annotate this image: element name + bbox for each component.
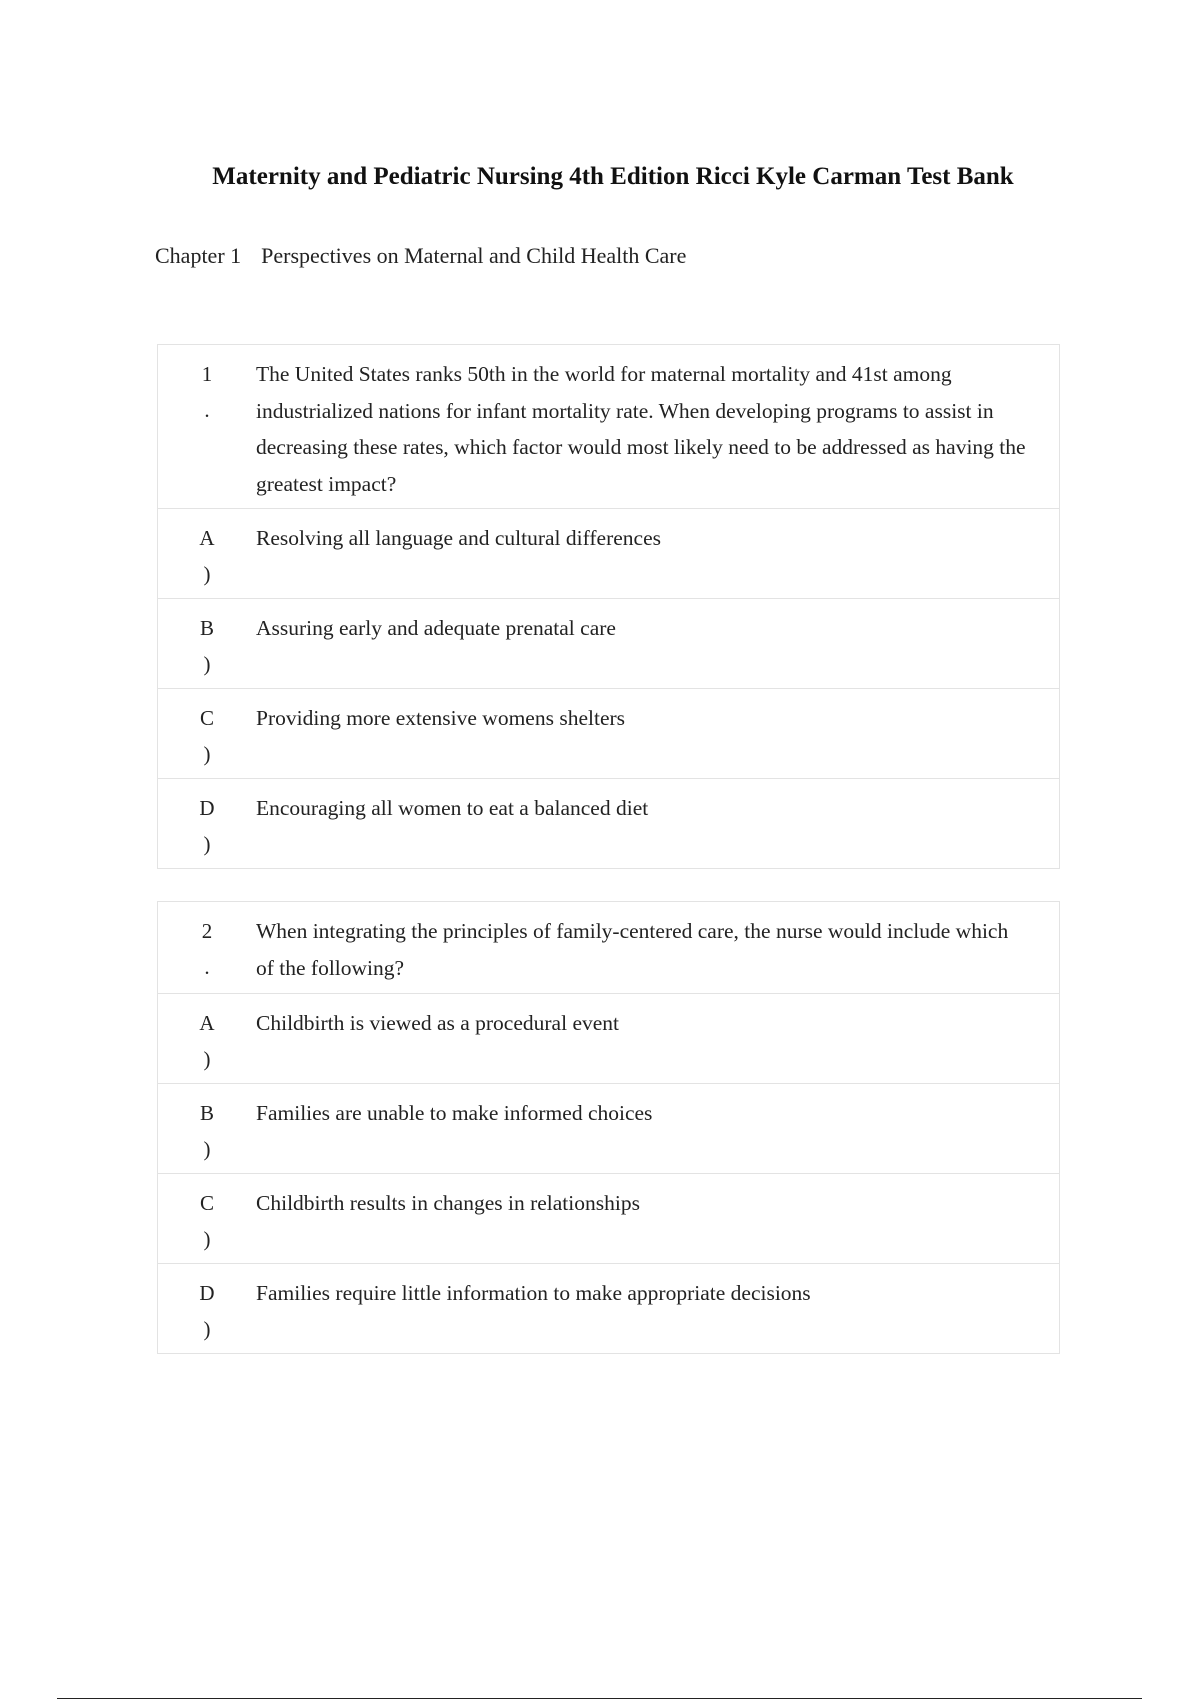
option-text: Encouraging all women to eat a balanced diet <box>256 796 649 820</box>
option-letter: D ) <box>199 796 215 856</box>
option-letter: A ) <box>199 526 215 586</box>
option-letter: D ) <box>199 1281 215 1341</box>
option-letter: C ) <box>199 1191 214 1251</box>
option-row-c[interactable] <box>158 688 1059 778</box>
option-row-a[interactable] <box>158 508 1059 598</box>
option-row-b[interactable] <box>158 598 1059 688</box>
question-number: 2 . <box>201 919 213 979</box>
question-2-table <box>157 901 1060 1354</box>
question-stem-row <box>158 345 1059 508</box>
option-letter: B ) <box>199 616 214 676</box>
question-number: 1 . <box>201 362 213 422</box>
question-1-table <box>157 344 1060 869</box>
footer-divider <box>57 1698 1142 1699</box>
option-text: Childbirth results in changes in relationships <box>256 1191 640 1215</box>
document-title: Maternity and Pediatric Nursing 4th Edition Ricci Kyle Carman Test Bank <box>212 163 1014 190</box>
option-letter: C ) <box>199 706 214 766</box>
chapter-label: Chapter 1 <box>155 243 242 268</box>
option-text: Families are unable to make informed choices <box>256 1101 653 1125</box>
chapter-title: Perspectives on Maternal and Child Health Care <box>261 243 687 268</box>
option-row-b[interactable] <box>158 1083 1059 1173</box>
question-stem-row <box>158 902 1059 993</box>
option-row-a[interactable] <box>158 993 1059 1083</box>
option-text: Families require little information to make appropriate decisions <box>256 1281 811 1305</box>
question-stem: When integrating the principles of family-centered care, the nurse would include which of the following? <box>256 919 1009 980</box>
option-letter: A ) <box>199 1011 215 1071</box>
option-text: Resolving all language and cultural differences <box>256 526 661 550</box>
question-stem: The United States ranks 50th in the world for maternal mortality and 41st among industrialized nations for infant mortality rate. When developing programs to assist in decreasing these rates, which factor would most likely need to be addressed as having the greatest impact? <box>256 362 1026 496</box>
option-text: Childbirth is viewed as a procedural event <box>256 1011 620 1035</box>
option-text: Providing more extensive womens shelters <box>256 706 626 730</box>
option-row-d[interactable] <box>158 1263 1059 1353</box>
chapter-heading <box>155 243 686 269</box>
option-text: Assuring early and adequate prenatal care <box>256 616 616 640</box>
option-letter: B ) <box>199 1101 214 1161</box>
option-row-d[interactable] <box>158 778 1059 868</box>
option-row-c[interactable] <box>158 1173 1059 1263</box>
